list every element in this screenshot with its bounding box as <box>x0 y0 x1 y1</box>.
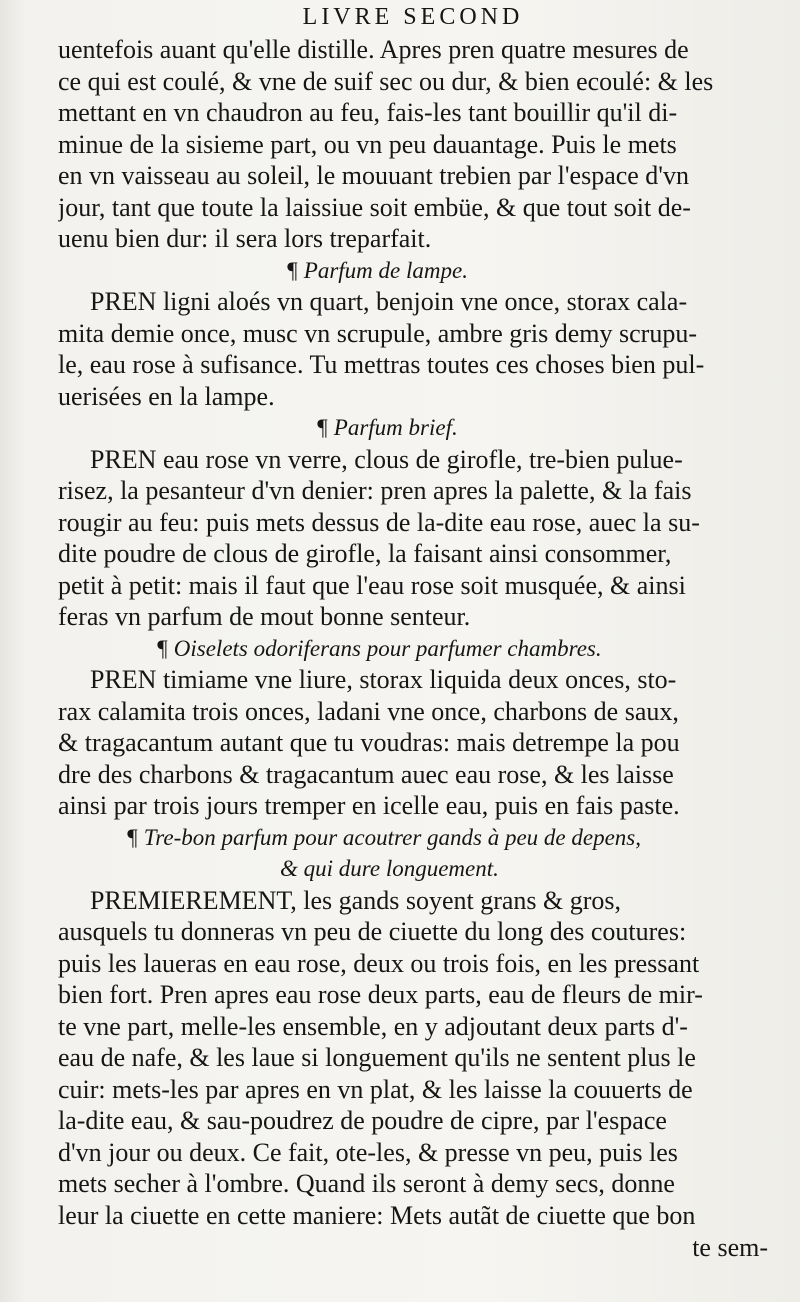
text-line: mets secher à l'ombre. Quand ils seront à demy secs, donne <box>58 1169 675 1198</box>
text-line: ausquels tu donneras vn peu de ciuette du long des coutures: <box>58 917 687 946</box>
text-line: uerisées en la lampe. <box>58 381 275 411</box>
text-line: uenu bien dur: il sera lors treparfait. <box>58 224 432 253</box>
section-heading: & qui dure longuement. <box>280 856 499 881</box>
text-line: jour, tant que toute la laissiue soit embüe, & que tout soit de- <box>58 192 691 222</box>
section-heading: ¶ Parfum brief. <box>316 415 458 440</box>
text-line: rax calamita trois onces, ladani vne once, charbons de saux, <box>58 696 679 726</box>
text-body <box>58 34 768 1231</box>
text-line: leur la ciuette en cette maniere: Mets autãt de ciuette que bon <box>58 1200 696 1230</box>
text-line: le, eau rose à sufisance. Tu mettras toutes ces choses bien pul- <box>58 350 705 379</box>
section-heading: ¶ Oiselets odoriferans pour parfumer chambres. <box>156 635 602 661</box>
running-head: LIVRE SECOND <box>302 4 524 30</box>
text-line: feras vn parfum de mout bonne senteur. <box>58 602 471 631</box>
section-heading: ¶ Parfum de lampe. <box>286 257 468 283</box>
text-line: ce qui est coulé, & vne de suif sec ou dur, & bien ecoulé: & les <box>58 66 714 96</box>
text-line: cuir: mets-les par apres en vn plat, & les laisse la couuerts de <box>58 1074 693 1104</box>
text-line: mettant en vn chaudron au feu, fais-les tant bouillir qu'il di- <box>58 98 678 127</box>
text-line: rougir au feu: puis mets dessus de la-dite eau rose, auec la su- <box>58 507 700 537</box>
text-line: bien fort. Pren apres eau rose deux parts, eau de fleurs de mir- <box>58 980 703 1009</box>
text-line: puis les laueras en eau rose, deux ou trois fois, en les pressant <box>58 948 700 978</box>
text-line: PREMIEREMENT, les gands soyent grans & gros, <box>90 885 622 915</box>
text-line: & tragacantum autant que tu voudras: mais detrempe la pou <box>58 728 680 757</box>
section-heading: ¶ Tre-bon parfum pour acoutrer gands à peu de depens, <box>126 824 642 850</box>
text-line: ainsi par trois jours tremper en icelle eau, puis en fais paste. <box>58 791 680 820</box>
text-line: minue de la sisieme part, ou vn peu dauantage. Puis le mets <box>58 129 677 159</box>
text-line: dite poudre de clous de girofle, la faisant ainsi consommer, <box>58 539 672 568</box>
text-line: risez, la pesanteur d'vn denier: pren apres la palette, & la fais <box>58 476 692 505</box>
text-line: PREN eau rose vn verre, clous de girofle, tre-bien pulue- <box>90 444 683 474</box>
text-line: uentefois auant qu'elle distille. Apres pren quatre mesures de <box>58 35 689 64</box>
text-line: dre des charbons & tragacantum auec eau rose, & les laisse <box>58 759 674 789</box>
text-line: te vne part, melle-les ensemble, en y adjoutant deux parts d'- <box>58 1011 688 1041</box>
text-line: la-dite eau, & sau-poudrez de poudre de cipre, par l'espace <box>58 1106 667 1135</box>
text-line: en vn vaisseau au soleil, le mouuant trebien par l'espace d'vn <box>58 161 689 190</box>
text-line: PREN ligni aloés vn quart, benjoin vne once, storax cala- <box>90 287 688 316</box>
catchword: te sem- <box>692 1233 768 1262</box>
text-line: PREN timiame vne liure, storax liquida deux onces, sto- <box>90 665 677 694</box>
text-line: mita demie once, musc vn scrupule, ambre gris demy scrupu- <box>58 318 697 348</box>
text-line: petit à petit: mais il faut que l'eau rose soit musquée, & ainsi <box>58 570 686 600</box>
text-line: eau de nafe, & les laue si longuement qu'ils ne sentent plus le <box>58 1043 696 1072</box>
text-line: d'vn jour ou deux. Ce fait, ote-les, & presse vn peu, puis les <box>58 1137 678 1167</box>
